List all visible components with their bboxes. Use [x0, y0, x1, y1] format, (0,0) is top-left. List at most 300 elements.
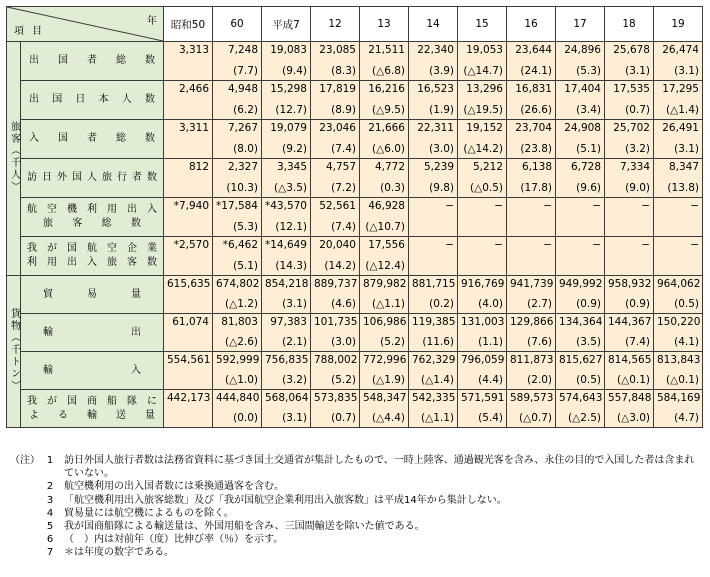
- cell-value: 589,573: [510, 392, 554, 404]
- data-cell: [556, 352, 605, 390]
- data-cell: [360, 237, 409, 276]
- cell-value: 16,831: [515, 83, 552, 95]
- data-cell: [262, 198, 311, 237]
- data-cell: [164, 42, 213, 81]
- data-cell: [164, 81, 213, 120]
- data-cell: [311, 159, 360, 198]
- cell-value: 23,644: [515, 44, 552, 56]
- header-corner-cell: [7, 7, 164, 42]
- cell-value: 19,152: [466, 122, 503, 134]
- year-header-cell: 平成7: [262, 7, 311, 42]
- cell-growth-rate: (7.4): [625, 336, 650, 348]
- data-cell: [654, 352, 703, 390]
- cell-growth-rate: (8.9): [331, 104, 356, 116]
- data-cell: [262, 81, 311, 120]
- cell-value: 854,218: [265, 278, 309, 290]
- footnote-item: [10, 546, 700, 559]
- cell-value: 557,848: [608, 392, 652, 404]
- cell-value: 592,999: [216, 354, 260, 366]
- cell-value: 879,982: [363, 278, 407, 290]
- cell-value: 61,074: [172, 316, 209, 328]
- cell-growth-rate: (3.9): [429, 65, 454, 77]
- cell-value: 8,347: [668, 161, 699, 173]
- cell-growth-rate: (△3.5): [274, 182, 307, 194]
- row-label: [21, 42, 164, 81]
- data-cell: [262, 159, 311, 198]
- cell-growth-rate: (△0.1): [617, 374, 650, 386]
- cell-growth-rate: (11.6): [422, 336, 454, 348]
- cell-value: 615,635: [167, 278, 211, 290]
- cell-value: *14,649: [265, 239, 307, 251]
- data-cell: [507, 159, 556, 198]
- cell-value: 17,295: [662, 83, 699, 95]
- cell-growth-rate: (△1.1): [372, 298, 405, 310]
- year-header-cell: 昭和50: [164, 7, 213, 42]
- cell-growth-rate: (3.4): [576, 104, 601, 116]
- cell-growth-rate: (0.9): [625, 298, 650, 310]
- cell-growth-rate: (5.1): [233, 260, 258, 272]
- data-cell: [213, 237, 262, 276]
- cell-growth-rate: (△6.8): [372, 65, 405, 77]
- data-cell: [409, 390, 458, 428]
- cell-growth-rate: (24.1): [520, 65, 552, 77]
- data-cell: [360, 159, 409, 198]
- cell-value: 24,908: [564, 122, 601, 134]
- cell-value: 144,367: [608, 316, 652, 328]
- cell-value: *43,570: [265, 200, 307, 212]
- cell-value: 131,003: [461, 316, 505, 328]
- data-cell: [654, 390, 703, 428]
- cell-value: 19,079: [270, 122, 307, 134]
- cell-value: 813,843: [657, 354, 701, 366]
- footnote-head: [10, 480, 36, 493]
- table-row: [7, 198, 703, 237]
- data-cell: [654, 237, 703, 276]
- data-cell: [507, 314, 556, 352]
- data-cell: [458, 120, 507, 159]
- cell-value: 571,591: [461, 392, 505, 404]
- data-cell: [507, 276, 556, 314]
- cell-growth-rate: (0.5): [576, 374, 601, 386]
- data-cell: [311, 237, 360, 276]
- corner-year-label: 年: [147, 16, 157, 27]
- data-cell: [164, 237, 213, 276]
- row-label-line: 航 空 機 利 用 出 入: [27, 204, 157, 215]
- data-cell: [262, 352, 311, 390]
- cell-growth-rate: (17.8): [520, 182, 552, 194]
- year-header-cell: 12: [311, 7, 360, 42]
- statistics-table: [6, 6, 703, 428]
- footnote-head: （注）: [10, 455, 40, 466]
- cell-value: 788,002: [314, 354, 358, 366]
- cell-value: −: [494, 200, 503, 212]
- footnote-head: [10, 533, 36, 546]
- cell-growth-rate: (3.5): [576, 336, 601, 348]
- data-cell: [654, 159, 703, 198]
- cell-value: 542,335: [412, 392, 456, 404]
- row-label-line: 入 国 者 総 数: [29, 133, 155, 144]
- footnote-head: [10, 520, 36, 533]
- cell-value: 17,556: [368, 239, 405, 251]
- data-cell: [556, 120, 605, 159]
- footnote-head: [10, 546, 36, 559]
- data-cell: [164, 390, 213, 428]
- table-row: [7, 276, 703, 314]
- cell-value: 25,702: [613, 122, 650, 134]
- cell-value: 889,737: [314, 278, 358, 290]
- data-cell: [213, 390, 262, 428]
- data-cell: [409, 81, 458, 120]
- year-header-cell: 15: [458, 7, 507, 42]
- cell-growth-rate: (10.3): [226, 182, 258, 194]
- data-cell: [654, 276, 703, 314]
- footnote-item: [10, 454, 700, 480]
- cell-value: −: [543, 200, 552, 212]
- cell-growth-rate: (3.2): [282, 374, 307, 386]
- data-cell: [458, 198, 507, 237]
- cell-growth-rate: (3.1): [282, 412, 307, 424]
- data-cell: [311, 352, 360, 390]
- cell-value: 2,466: [178, 83, 209, 95]
- cell-value: −: [543, 239, 552, 251]
- row-label-line: 我 が 国 商 船 隊 に: [27, 395, 157, 407]
- cell-growth-rate: (3.1): [625, 65, 650, 77]
- data-cell: [360, 314, 409, 352]
- data-cell: [556, 159, 605, 198]
- data-cell: [360, 352, 409, 390]
- cell-value: 811,873: [510, 354, 554, 366]
- cell-growth-rate: (△1.9): [372, 374, 405, 386]
- cell-growth-rate: (△19.5): [463, 104, 503, 116]
- cell-growth-rate: (9.4): [282, 65, 307, 77]
- cell-value: 756,835: [265, 354, 309, 366]
- cell-growth-rate: (△1.4): [666, 104, 699, 116]
- cell-growth-rate: (△0.5): [470, 182, 503, 194]
- cell-growth-rate: (0.5): [674, 298, 699, 310]
- data-cell: [213, 198, 262, 237]
- data-cell: [311, 120, 360, 159]
- cell-value: 19,053: [466, 44, 503, 56]
- data-cell: [556, 81, 605, 120]
- year-header-cell: 17: [556, 7, 605, 42]
- table-row: [7, 390, 703, 428]
- cell-growth-rate: (△4.4): [372, 412, 405, 424]
- cell-growth-rate: (9.6): [576, 182, 601, 194]
- data-cell: [605, 237, 654, 276]
- data-cell: [605, 159, 654, 198]
- data-cell: [360, 42, 409, 81]
- data-cell: [409, 314, 458, 352]
- data-cell: [360, 81, 409, 120]
- cell-value: −: [641, 200, 650, 212]
- data-cell: [164, 276, 213, 314]
- cell-growth-rate: (0.3): [380, 182, 405, 194]
- footnote-head: [10, 507, 36, 520]
- footnote-num: 7: [46, 547, 54, 559]
- cell-value: 52,561: [319, 200, 356, 212]
- footnote-num: 2: [46, 481, 54, 493]
- cell-growth-rate: (12.7): [275, 104, 307, 116]
- cell-value: 4,772: [374, 161, 405, 173]
- footnote-num: 4: [46, 507, 54, 519]
- cell-value: 958,932: [608, 278, 652, 290]
- row-label: [21, 237, 164, 276]
- cell-value: 3,313: [178, 44, 209, 56]
- cell-value: −: [592, 239, 601, 251]
- data-cell: [605, 352, 654, 390]
- cell-growth-rate: (14.2): [324, 260, 356, 272]
- table-row: [7, 159, 703, 198]
- data-cell: [213, 42, 262, 81]
- cell-value: 949,992: [559, 278, 603, 290]
- cell-value: 17,819: [319, 83, 356, 95]
- data-cell: [556, 276, 605, 314]
- footnote-text: 我が国商船隊による輸送量は、外国用船を含み、三国間輸送を除いた値である。: [64, 521, 425, 533]
- data-cell: [605, 42, 654, 81]
- data-cell: [605, 198, 654, 237]
- data-cell: [507, 42, 556, 81]
- cell-value: 674,802: [216, 278, 260, 290]
- data-cell: [164, 352, 213, 390]
- cell-value: 26,474: [662, 44, 699, 56]
- data-cell: [164, 159, 213, 198]
- data-cell: [556, 198, 605, 237]
- data-cell: [458, 42, 507, 81]
- cell-growth-rate: (5.1): [576, 143, 601, 155]
- cell-growth-rate: (7.6): [527, 336, 552, 348]
- cell-growth-rate: (9.0): [625, 182, 650, 194]
- row-label: [21, 352, 164, 390]
- footnote-text: （ ）内は対前年（度）比伸び率（％）を示す。: [64, 534, 284, 546]
- cell-growth-rate: (△1.2): [225, 298, 258, 310]
- cell-growth-rate: (0.7): [625, 104, 650, 116]
- data-cell: [409, 198, 458, 237]
- data-cell: [654, 42, 703, 81]
- cell-value: 24,896: [564, 44, 601, 56]
- cell-growth-rate: (△14.2): [463, 143, 503, 155]
- cell-value: 762,329: [412, 354, 456, 366]
- cell-value: 7,334: [619, 161, 650, 173]
- data-cell: [605, 120, 654, 159]
- cell-value: 4,757: [325, 161, 356, 173]
- cell-value: 25,678: [613, 44, 650, 56]
- footnote-text: 「航空機利用出入旅客総数」及び「我が国航空企業利用出入旅客数」は平成14年から集計しない。: [64, 494, 507, 506]
- data-cell: [556, 42, 605, 81]
- cell-growth-rate: (3.1): [282, 298, 307, 310]
- data-cell: [556, 390, 605, 428]
- year-header-cell: 16: [507, 7, 556, 42]
- footnote-text: 貿易量には航空機によるものを除く。: [64, 507, 234, 519]
- cell-growth-rate: (△9.5): [372, 104, 405, 116]
- data-cell: [507, 81, 556, 120]
- data-cell: [360, 276, 409, 314]
- cell-value: 573,835: [314, 392, 358, 404]
- cell-value: *7,940: [173, 200, 209, 212]
- table-row: [7, 42, 703, 81]
- cell-value: 101,735: [314, 316, 358, 328]
- group-label-cargo: [7, 276, 21, 428]
- cell-growth-rate: (0.7): [331, 412, 356, 424]
- cell-value: *6,462: [222, 239, 258, 251]
- cell-growth-rate: (9.2): [282, 143, 307, 155]
- cell-value: 5,239: [423, 161, 454, 173]
- data-cell: [164, 198, 213, 237]
- cell-value: 23,085: [319, 44, 356, 56]
- cell-value: 21,511: [368, 44, 405, 56]
- cell-growth-rate: (3.2): [625, 143, 650, 155]
- data-cell: [605, 314, 654, 352]
- cell-growth-rate: (△1.0): [225, 374, 258, 386]
- cell-growth-rate: (4.1): [674, 336, 699, 348]
- data-cell: [164, 314, 213, 352]
- data-cell: [311, 198, 360, 237]
- cell-growth-rate: (7.4): [331, 221, 356, 233]
- data-cell: [262, 237, 311, 276]
- cell-value: −: [690, 239, 699, 251]
- cell-growth-rate: (5.4): [478, 412, 503, 424]
- cell-growth-rate: (2.7): [527, 298, 552, 310]
- row-label-line: 輸 入: [43, 364, 141, 376]
- cell-value: 815,627: [559, 354, 603, 366]
- data-cell: [458, 81, 507, 120]
- cell-value: *2,570: [173, 239, 209, 251]
- year-header-cell: 13: [360, 7, 409, 42]
- table-row: [7, 352, 703, 390]
- data-cell: [654, 81, 703, 120]
- row-label-line: 貿 易 量: [43, 288, 141, 300]
- cell-value: 22,340: [417, 44, 454, 56]
- cell-value: 23,704: [515, 122, 552, 134]
- footnotes: [10, 454, 700, 560]
- row-label: [21, 198, 164, 237]
- cell-value: 150,220: [657, 316, 701, 328]
- cell-value: 772,996: [363, 354, 407, 366]
- cell-growth-rate: (△0.1): [666, 374, 699, 386]
- cell-value: 916,769: [461, 278, 505, 290]
- data-cell: [409, 237, 458, 276]
- footnote-item: [10, 520, 700, 533]
- cell-value: 964,062: [657, 278, 701, 290]
- cell-value: −: [494, 239, 503, 251]
- cell-growth-rate: (1.9): [429, 104, 454, 116]
- cell-value: −: [445, 200, 454, 212]
- cell-value: 574,643: [559, 392, 603, 404]
- row-label-line: 利 用 出 入 旅 客 数: [27, 257, 157, 268]
- cell-growth-rate: (△1.4): [421, 374, 454, 386]
- row-label-line: 輸 出: [43, 326, 141, 338]
- data-cell: [213, 159, 262, 198]
- cell-value: 23,046: [319, 122, 356, 134]
- cell-value: 15,298: [270, 83, 307, 95]
- footnote-num: 3: [46, 494, 54, 506]
- cell-value: 442,173: [167, 392, 211, 404]
- cell-growth-rate: (2.0): [527, 374, 552, 386]
- group-label-text: 旅客（千人）: [8, 120, 20, 193]
- cell-value: −: [445, 239, 454, 251]
- cell-growth-rate: (7.4): [331, 143, 356, 155]
- data-cell: [213, 276, 262, 314]
- data-cell: [458, 314, 507, 352]
- cell-growth-rate: (4.6): [331, 298, 356, 310]
- data-cell: [311, 314, 360, 352]
- data-cell: [262, 120, 311, 159]
- table-row: [7, 81, 703, 120]
- cell-value: 584,169: [657, 392, 701, 404]
- row-label-line: 訪 日 外 国 人 旅 行 者 数: [27, 172, 157, 183]
- footnote-num: 5: [46, 521, 54, 533]
- cell-growth-rate: (△6.0): [372, 143, 405, 155]
- cell-value: 26,491: [662, 122, 699, 134]
- cell-growth-rate: (6.2): [233, 104, 258, 116]
- cell-value: 6,728: [570, 161, 601, 173]
- cell-growth-rate: (0.9): [576, 298, 601, 310]
- data-cell: [458, 390, 507, 428]
- row-label: [21, 276, 164, 314]
- cell-growth-rate: (3.1): [674, 65, 699, 77]
- cell-value: −: [690, 200, 699, 212]
- data-cell: [458, 352, 507, 390]
- cell-growth-rate: (8.3): [331, 65, 356, 77]
- cell-value: 4,948: [227, 83, 258, 95]
- cell-growth-rate: (3.0): [331, 336, 356, 348]
- cell-value: 6,138: [521, 161, 552, 173]
- data-cell: [507, 352, 556, 390]
- year-header-cell: 19: [654, 7, 703, 42]
- cell-value: 881,715: [412, 278, 456, 290]
- row-label: [21, 120, 164, 159]
- data-cell: [458, 237, 507, 276]
- data-cell: [654, 314, 703, 352]
- cell-growth-rate: (23.8): [520, 143, 552, 155]
- cell-value: 20,040: [319, 239, 356, 251]
- cell-value: 2,327: [227, 161, 258, 173]
- cell-value: 97,383: [270, 316, 307, 328]
- cell-value: 17,404: [564, 83, 601, 95]
- table-row: [7, 120, 703, 159]
- year-header-cell: 14: [409, 7, 458, 42]
- cell-growth-rate: (3.1): [674, 143, 699, 155]
- data-cell: [213, 81, 262, 120]
- cell-growth-rate: (△0.7): [519, 412, 552, 424]
- cell-growth-rate: (12.1): [275, 221, 307, 233]
- row-label: [21, 159, 164, 198]
- cell-growth-rate: (5.2): [331, 374, 356, 386]
- cell-growth-rate: (△10.7): [365, 221, 405, 233]
- cell-growth-rate: (△2.5): [568, 412, 601, 424]
- cell-value: 812: [188, 161, 209, 173]
- data-cell: [262, 276, 311, 314]
- cell-growth-rate: (5.2): [380, 336, 405, 348]
- data-cell: [605, 390, 654, 428]
- data-cell: [360, 120, 409, 159]
- cell-value: 5,212: [472, 161, 503, 173]
- cell-value: −: [641, 239, 650, 251]
- data-cell: [556, 314, 605, 352]
- footnote-head: [10, 494, 36, 507]
- cell-value: 134,364: [559, 316, 603, 328]
- data-cell: [409, 352, 458, 390]
- cell-value: 81,803: [221, 316, 258, 328]
- cell-value: 3,345: [276, 161, 307, 173]
- data-cell: [507, 198, 556, 237]
- data-cell: [556, 237, 605, 276]
- data-cell: [654, 120, 703, 159]
- cell-growth-rate: (△12.4): [365, 260, 405, 272]
- cell-value: 941,739: [510, 278, 554, 290]
- data-cell: [409, 120, 458, 159]
- cell-growth-rate: (7.2): [331, 182, 356, 194]
- cell-growth-rate: (14.3): [275, 260, 307, 272]
